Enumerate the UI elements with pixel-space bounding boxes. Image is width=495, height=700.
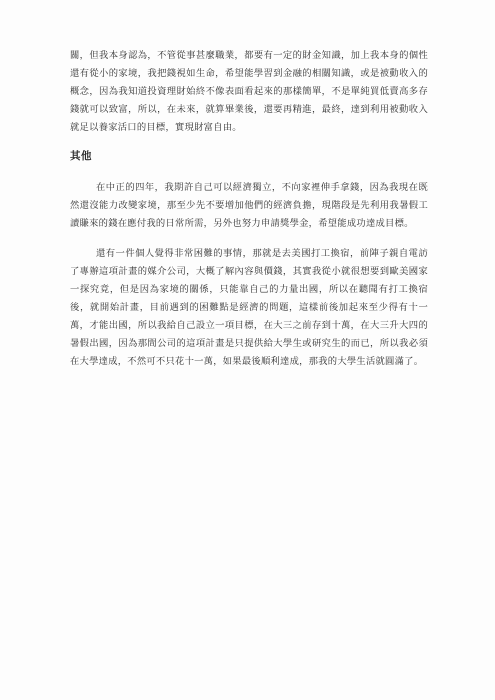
section-heading-other: 其他: [70, 150, 92, 162]
paragraph-finance-goal: 關，但我本身認為，不管從事甚麼職業，都要有一定的財金知識，加上我本身的個性還有從小的家境，我把錢視如生命，希望能學習到金融的相關知識，或是被動收入的概念，因為我知道投資理財始終不像表面看起來的那樣簡單，不是單純買低賣高多存錢就可以致富，所以，在未來，就算畢業後，還要再精進，最終，達到利用被動收入就足以養家活口的目標，實現財富自由。: [70, 50, 428, 133]
paragraph-economic-independence: 在中正的四年，我期許自己可以經濟獨立，不向家裡伸手拿錢，因為我現在既然還沒能力改變家境，那至少先不要增加他們的經濟負擔，現階段是先利用我暑假工讀賺來的錢在應付我的日常所需，另外也努力申請獎學金，希望能成功達成目標。: [70, 182, 428, 229]
document-body: [70, 47, 428, 371]
spacer: [70, 165, 428, 179]
spacer: [70, 233, 428, 245]
spacer: [70, 137, 428, 147]
paragraph-work-and-travel: 還有一件個人覺得非常困難的事情，那就是去美國打工換宿，前陣子親自電訪了專辦這項計畫的媒介公司，大概了解內容與價錢，其實我從小就很想要到歐美國家一探究竟，但是因為家境的關係，只能靠自己的力量出國，所以在聽聞有打工換宿後，就開始計畫，目前遇到的困難點是經濟的問題，這樣前後加起來至少得有十一萬，才能出國，所以我給自己設立一項目標，在大三之前存到十萬，在大三升大四的暑假出國，因為那間公司的這項計畫是只提供給大學生或研究生的而已，所以我必須在大學達成，不然可不只花十一萬，如果最後順利達成，那我的大學生活就圓滿了。: [70, 248, 428, 367]
